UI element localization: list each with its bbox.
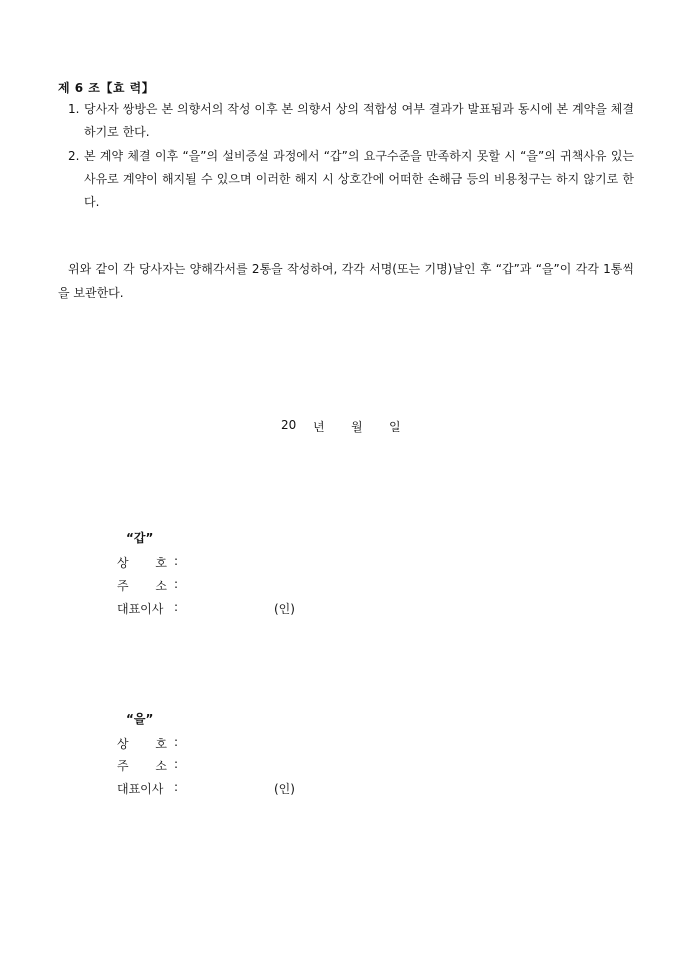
party-a-seal: (인) xyxy=(274,602,295,616)
party-a-label: “갑” xyxy=(126,531,154,545)
party-a-representative-row xyxy=(117,600,417,618)
date-day-unit: 일 xyxy=(389,420,401,434)
representative-label: 대표이사 xyxy=(117,782,164,796)
party-b-company-row xyxy=(117,735,417,753)
article-heading: 제 6 조【효 력】 xyxy=(58,81,155,95)
party-a-address-row xyxy=(117,577,417,595)
address-label: 주 소 xyxy=(117,759,167,773)
clause-1 xyxy=(68,98,634,144)
party-b-representative-row xyxy=(117,780,417,798)
clause-number: 2. xyxy=(68,149,80,163)
colon: : xyxy=(174,554,179,568)
closing-paragraph: 위와 같이 각 당사자는 양해각서를 2통을 작성하여, 각각 서명(또는 기명)날인 후 “갑”과 “을”이 각각 1통씩을 보관한다. xyxy=(58,262,634,300)
clause-text: 본 계약 체결 이후 “을”의 설비증설 과정에서 “갑”의 요구수준을 만족하지 못할 시 “을”의 귀책사유 있는 사유로 계약이 해지될 수 있으며 이러한 해지 시 상호간에 어떠한 손해금 등의 비용청구는 하지 않기로 한다. xyxy=(84,149,634,209)
clause-number: 1. xyxy=(68,102,80,116)
colon: : xyxy=(174,757,179,771)
colon: : xyxy=(174,735,179,749)
address-label: 주 소 xyxy=(117,579,167,593)
date-month-unit: 월 xyxy=(351,420,363,434)
date-year-unit: 년 xyxy=(313,420,325,434)
representative-label: 대표이사 xyxy=(117,602,164,616)
company-label: 상 호 xyxy=(117,737,167,751)
clause-text: 당사자 쌍방은 본 의향서의 작성 이후 본 의향서 상의 적합성 여부 결과가 발표됨과 동시에 본 계약을 체결하기로 한다. xyxy=(84,102,634,139)
party-a-company-row xyxy=(117,554,417,572)
colon: : xyxy=(174,577,179,591)
party-b-label: “을” xyxy=(126,712,154,726)
colon: : xyxy=(174,780,179,794)
company-label: 상 호 xyxy=(117,556,167,570)
party-b-seal: (인) xyxy=(274,782,295,796)
clause-2 xyxy=(68,145,634,214)
date-year: 20 xyxy=(281,418,297,432)
colon: : xyxy=(174,600,179,614)
party-b-address-row xyxy=(117,757,417,775)
